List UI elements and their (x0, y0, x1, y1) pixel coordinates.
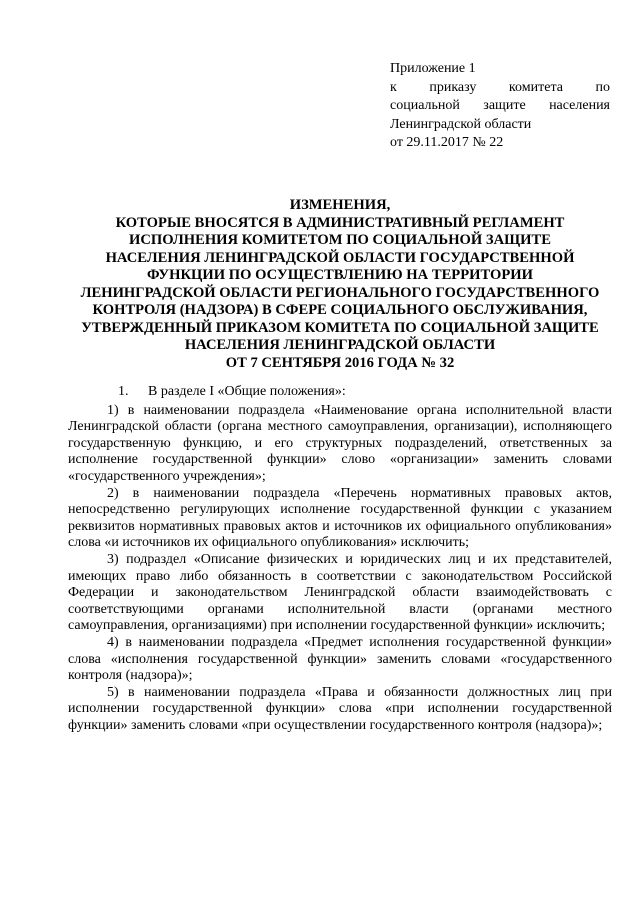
title-line: НАСЕЛЕНИЯ ЛЕНИНГРАДСКОЙ ОБЛАСТИ ГОСУДАРСТВЕННОЙ (105, 249, 575, 266)
appendix-line-1: Приложение 1 (390, 61, 476, 76)
title-line: ОТ 7 СЕНТЯБРЯ 2016 ГОДА № 32 (225, 354, 455, 371)
appendix-block (390, 60, 610, 153)
title-line: ИСПОЛНЕНИЯ КОМИТЕТОМ ПО СОЦИАЛЬНОЙ ЗАЩИТЕ (129, 232, 551, 248)
title-line: ИЗМЕНЕНИЯ, (289, 197, 391, 213)
list-item: 1) в наименовании подраздела «Наименование органа исполнительной власти Ленинградской области (органа местного самоуправления, организации), исполняющего государственную функцию, и его структурных подразделений, ответственных за исполнение государственной функции» слово «организации» заменить словами «государственного учреждения»; (68, 402, 612, 484)
section-number: 1. (118, 384, 129, 399)
appendix-line-5: от 29.11.2017 № 22 (390, 135, 504, 150)
document-title (68, 197, 612, 372)
appendix-line-4: Ленинградской области (390, 116, 532, 132)
title-line: ЛЕНИНГРАДСКОЙ ОБЛАСТИ РЕГИОНАЛЬНОГО ГОСУДАРСТВЕННОГО (80, 284, 600, 301)
title-line: ФУНКЦИИ ПО ОСУЩЕСТВЛЕНИЮ НА ТЕРРИТОРИИ (146, 267, 533, 283)
list-item: 4) в наименовании подраздела «Предмет исполнения государственной функции» слова «исполнения государственной функции» заменить словами «государственного контроля (надзора)»; (68, 634, 612, 684)
section-heading-text: В разделе I «Общие положения»: (148, 384, 346, 399)
document-body (68, 384, 612, 734)
appendix-line-3: социальной защите населения (390, 98, 610, 113)
appendix-line-2: к приказу комитета по (390, 79, 610, 95)
section-heading (68, 384, 612, 401)
list-item: 3) подраздел «Описание физических и юридических лиц и их представителей, имеющих право либо обязанность в соответствии с законодательством Российской Федерации и законодательством Ленинградской области взаимодействовать с соответствующими органами исполнительной власти (органами местного самоуправления, организациями) при исполнении государственной функции» исключить; (68, 551, 612, 634)
title-line: НАСЕЛЕНИЯ ЛЕНИНГРАДСКОЙ ОБЛАСТИ (184, 337, 496, 353)
list-item: 2) в наименовании подраздела «Перечень нормативных правовых актов, непосредственно регулирующих исполнение государственной функции с указанием реквизитов нормативных правовых актов и источников их официального опубликования» слова «и источников их официального опубликования» исключить; (68, 485, 612, 551)
title-line: КОТОРЫЕ ВНОСЯТСЯ В АДМИНИСТРАТИВНЫЙ РЕГЛАМЕНТ (115, 214, 565, 231)
title-line: УТВЕРЖДЕННЫЙ ПРИКАЗОМ КОМИТЕТА ПО СОЦИАЛЬНОЙ ЗАЩИТЕ (81, 319, 599, 336)
title-line: КОНТРОЛЯ (НАДЗОРА) В СФЕРЕ СОЦИАЛЬНОГО ОБСЛУЖИВАНИЯ, (92, 302, 588, 318)
list-item: 5) в наименовании подраздела «Права и обязанности должностных лиц при исполнении государственной функции» слова «при исполнении государственной функции» заменить словами «при осуществлении государственного контроля (надзора)»; (68, 684, 612, 733)
